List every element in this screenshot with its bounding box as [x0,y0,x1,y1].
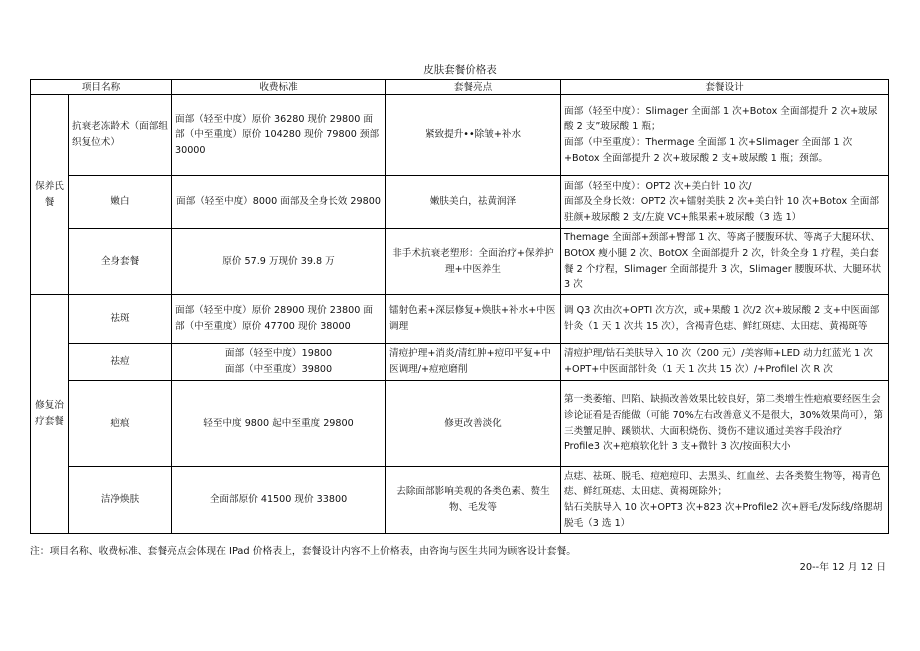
row-highlight: 镭射色素+深层修复+焕肤+补水+中医调理 [386,295,561,344]
footnote: 注：项目名称、收费标准、套餐亮点会体现在 IPad 价格表上，套餐设计内容不上价格表，由咨询与医生共同为顾客设计套餐。 [30,546,577,557]
row-name: 抗衰老冻龄术（面部组织复位术） [69,95,172,176]
row-design: 第一类萎缩、凹陷、缺损改善效果比较良好，第二类增生性疤痕要经医生会诊论证看是否能做（可能 70%左右改善意义不是很大，30%效果尚可），第三类蟹足肿、蹊锁状、大面积烧伤、烫伤不建议通过美容手段治疗 Profile3 次+疤痕软化针 3 支+微针 3 次/按面积大小 [561,381,889,467]
row-price: 面部（轻至中度）19800 面部（中至重度）39800 [172,344,386,381]
table-row [31,381,889,467]
header-project-name: 项目名称 [31,80,172,95]
row-price: 面部（轻至中度）原价 36280 现价 29800 面部（中至重度）原价 104280 现价 79800 颈部 30000 [172,95,386,176]
table-header-row [31,80,889,95]
row-name: 全身套餐 [69,229,172,295]
row-name: 祛痘 [69,344,172,381]
row-design: 点痣、祛斑、脱毛、痘疤痘印、去黑头、红血丝、去各类赘生物等，褐青色痣、鲜红斑痣、太田痣、黄褐斑除外； 钻石美肤导入 10 次+OPT3 次+823 次+Profile2 次+唇毛/发际线/络腮胡脱毛（3 选 1） [561,467,889,534]
row-price: 轻至中度 9800 起中至重度 29800 [172,381,386,467]
row-design: 调 Q3 次由次+OPTI 次方次，或+果酸 1 次/2 次+玻尿酸 2 支+中医面部针灸（1 天 1 次共 15 次），含褐青色痣、鲜红斑痣、太田痣、黄褐斑等 [561,295,889,344]
row-design: 面部（轻至中度）：Slimager 全面部 1 次+Botox 全面部提升 2 次+玻尿酸 2 支”玻尿酸 1 瓶； 面部（中至重度）：Thermage 全面部 1 次+Slimager 全面部 1 次+Botox 全面部提升 2 次+玻尿酸 2 支+玻尿酸 1 瓶；颈部。 [561,95,889,176]
table-row [31,467,889,534]
table-row [31,229,889,295]
document-date: 20--年 12 月 12 日 [799,562,886,573]
row-name: 疤痕 [69,381,172,467]
row-name: 祛斑 [69,295,172,344]
row-price: 原价 57.9 万现价 39.8 万 [172,229,386,295]
header-design: 套餐设计 [561,80,889,95]
row-design: 清痘护理/钻石美肤导入 10 次（200 元）/美容师+LED 动力红蓝光 1 次+OPT+中医面部针灸（1 天 1 次共 15 次）/+Profilel 次 R 次 [561,344,889,381]
table-row [31,95,889,176]
row-highlight: 嫩肤美白，祛黄润泽 [386,176,561,229]
header-price: 收费标准 [172,80,386,95]
group-label-maintenance: 保养氏餐 [31,95,69,295]
row-price: 面部（轻至中度）原价 28900 现价 23800 面部（中至重度）原价 47700 现价 38000 [172,295,386,344]
row-design: Themage 全面部+颈部+臀部 1 次、等离子腰腹环状、等离子大腿环状、BOtOX 瘦小腿 2 次、BotOX 全面部提升 2 次，针灸全身 1 疗程，美白套餐 2 个疗程，Slimager 全面部提升 3 次，Slimager 腰腹环状、大腿环状 3 次 [561,229,889,295]
row-highlight: 修更改善淡化 [386,381,561,467]
row-price: 面部（轻至中度）8000 面部及全身长效 29800 [172,176,386,229]
row-highlight: 紧致提升••除皱+补水 [386,95,561,176]
row-highlight: 清痘护理+消炎/清红肿+痘印平复+中医调理/+痘疤磨削 [386,344,561,381]
document-title: 皮肤套餐价格表 [423,64,497,76]
table-row [31,176,889,229]
price-table [30,79,889,534]
row-price: 全面部原价 41500 现价 33800 [172,467,386,534]
table-row [31,344,889,381]
header-highlight: 套餐亮点 [386,80,561,95]
table-row [31,295,889,344]
row-highlight: 非手术抗衰老塑形：全面治疗+保养护理+中医养生 [386,229,561,295]
group-label-repair: 修复治疗套餐 [31,295,69,534]
row-design: 面部（轻至中度）：OPT2 次+美白针 10 次/ 面部及全身长效：OPT2 次+镭射美肤 2 次+美白针 10 次+Botox 全面部驻颜+玻尿酸 2 支/左旋 VC+熊果素+玻尿酸（3 选 1） [561,176,889,229]
row-name: 嫩白 [69,176,172,229]
row-name: 洁净焕肤 [69,467,172,534]
row-highlight: 去除面部影响美观的各类色素、赘生物、毛发等 [386,467,561,534]
